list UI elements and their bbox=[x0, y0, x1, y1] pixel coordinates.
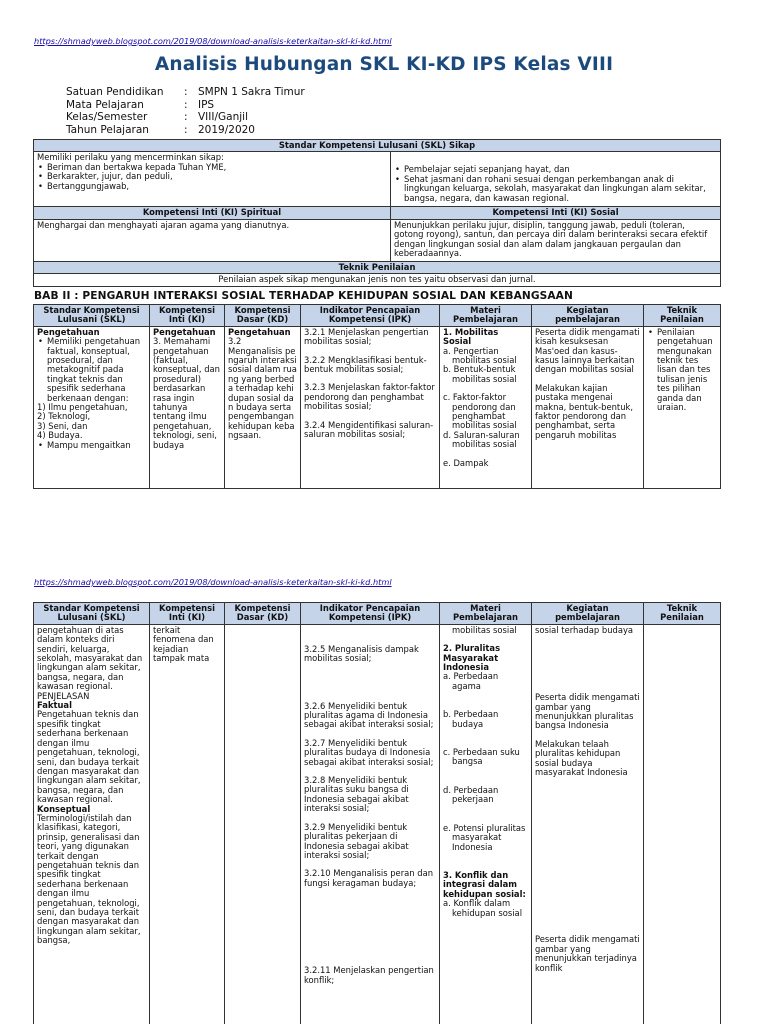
ki-cell: Pengetahuan 3. Memahami pengetahuan (faktual, konseptual, dan prosedural) berdasarkan rasa ingin tahunya tentang ilmu pengetahuan, teknologi, seni, budaya bbox=[150, 326, 225, 488]
teknik-cell bbox=[644, 624, 721, 1024]
ipk-cell: 3.2.5 Menganalisis dampak mobilitas sosial; 3.2.6 Menyelidiki bentuk pluralitas agama di Indonesia sebagai akibat interaksi sosial; 3.2.7 Menyelidiki bentuk pluralitas budaya di Indonesia sebagai akibat interaksi sosial; 3.2.8 Menyelidiki bentuk pluralitas suku bangsa di Indonesia sebagai akibat interaksi sosial; 3.2.9 Menyelidiki bentuk pluralitas pekerjaan di Indonesia sebagai akibat interaksi sosial; 3.2.10 Menganalisis peran dan fungsi keragaman budaya; 3.2.11 Menjelaskan pengertian konflik; bbox=[301, 624, 440, 1024]
col-header-ki: Kompetensi Inti (KI) bbox=[150, 603, 225, 625]
ki-sosial-text: Menunjukkan perilaku jujur, disiplin, tanggung jawab, peduli (toleran, gotong royong), santun, dan percaya diri dalam berinteraksi secara efektif dengan lingkungan sosial dan alam dalam jangkauan pergaulan dan keberadaannya. bbox=[391, 219, 721, 261]
materi-cell: mobilitas sosial 2. Pluralitas Masyarakat Indonesia a. Perbedaan agama b. Perbedaan budaya c. Perbedaan suku bangsa d. Perbedaan pekerjaan e. Potensi pluralitas masyarakat Indonesia 3. Konflik dan integrasi dalam kehidupan sosial: a. Konflik dalam kehidupan sosial bbox=[440, 624, 532, 1024]
list-item: • Bertanggungjawab, bbox=[37, 182, 387, 191]
teknik-cell bbox=[644, 326, 721, 488]
teknik-text: Penilaian aspek sikap mengunakan jenis non tes yaitu observasi dan jurnal. bbox=[34, 274, 721, 286]
kd-cell bbox=[225, 624, 301, 1024]
kd-cell: Pengetahuan 3.2 Menganalisis pengaruh interaksi sosial dalam ruang yang berbeda terhadap kehidupan sosial dan budaya serta pengembangan kehidupan kebangsaan. bbox=[225, 326, 301, 488]
list-item: • Sehat jasmani dan rohani sesuai dengan perkembangan anak di lingkungan keluarga, sekolah, masyarakat dan lingkungan alam sekitar, bangsa, negara, dan kawasan regional. bbox=[394, 175, 717, 203]
page-title: Analisis Hubungan SKL KI-KD IPS Kelas VIII bbox=[154, 54, 614, 75]
list-item: • Pembelajar sejati sepanjang hayat, dan bbox=[394, 165, 717, 174]
info-block bbox=[66, 86, 305, 136]
col-header-ipk: Indikator Pencapaian Kompetensi (IPK) bbox=[301, 305, 440, 327]
col-header-materi: Materi Pembelajaran bbox=[440, 305, 532, 327]
main-table-2 bbox=[33, 602, 721, 1024]
list-item: • Berkarakter, jujur, dan peduli, bbox=[37, 172, 387, 181]
teknik-header: Teknik Penilaian bbox=[34, 261, 721, 273]
kegiatan-cell: sosial terhadap budaya Peserta didik mengamati gambar yang menunjukkan pluralitas bangsa Indonesia Melakukan telaah pluralitas kehidupan sosial budaya masyarakat Indonesia Peserta didik mengamati gambar yang menunjukkan terjadinya konflik bbox=[532, 624, 644, 1024]
col-header-skl: Standar Kompetensi Lulusani (SKL) bbox=[34, 305, 150, 327]
col-header-teknik: Teknik Penilaian bbox=[644, 603, 721, 625]
col-header-skl: Standar Kompetensi Lulusani (SKL) bbox=[34, 603, 150, 625]
col-header-kd: Kompetensi Dasar (KD) bbox=[225, 305, 301, 327]
info-row: Tahun Pelajaran : 2019/2020 bbox=[66, 123, 255, 136]
col-header-teknik: Teknik Penilaian bbox=[644, 305, 721, 327]
source-url-link[interactable]: https://shmadyweb.blogspot.com/2019/08/download-analisis-keterkaitan-skl-ki-kd.html bbox=[34, 36, 392, 46]
info-row: Kelas/Semester : VIII/Ganjil bbox=[66, 111, 248, 124]
skl-cell: Pengetahuan • Memiliki pengetahuan faktual, konseptual, prosedural, dan metakognitif pada tingkat teknis dan spesifik sederhana berkenaan dengan: 1) Ilmu pengetahuan, 2) Teknologi, 3) Seni, dan 4) Budaya. • Mampu mengaitkan bbox=[34, 326, 150, 488]
col-header-ipk: Indikator Pencapaian Kompetensi (IPK) bbox=[301, 603, 440, 625]
col-header-kegiatan: Kegiatan pembelajaran bbox=[532, 603, 644, 625]
chapter-heading: BAB II : PENGARUH INTERAKSI SOSIAL TERHADAP KEHIDUPAN SOSIAL DAN KEBANGSAAN bbox=[34, 290, 573, 302]
sikap-table bbox=[33, 139, 721, 287]
list-item: • Mampu mengaitkan bbox=[37, 441, 146, 450]
list-item: • Memiliki pengetahuan faktual, konseptual, prosedural, dan metakognitif pada tingkat teknis dan spesifik sederhana berkenaan dengan: bbox=[37, 337, 146, 403]
sikap-header: Standar Kompetensi Lulusani (SKL) Sikap bbox=[34, 140, 721, 152]
ki-spiritual-text: Menghargai dan menghayati ajaran agama yang dianutnya. bbox=[34, 219, 391, 261]
list-item: • Beriman dan bertakwa kepada Tuhan YME, bbox=[37, 163, 387, 172]
ipk-cell: 3.2.1 Menjelaskan pengertian mobilitas sosial; 3.2.2 Mengklasifikasi bentuk-bentuk mobilitas sosial; 3.2.3 Menjelaskan faktor-faktor pendorong dan penghambat mobilitas sosial; 3.2.4 Mengidentifikasi saluran-saluran mobilitas sosial; bbox=[301, 326, 440, 488]
ki-spiritual-header: Kompetensi Inti (KI) Spiritual bbox=[34, 207, 391, 219]
info-row: Mata Pelajaran : IPS bbox=[66, 98, 215, 111]
source-url-link-2[interactable]: https://shmadyweb.blogspot.com/2019/08/download-analisis-keterkaitan-skl-ki-kd.html bbox=[34, 577, 392, 587]
kegiatan-cell: Peserta didik mengamati kisah kesuksesan Mas'oed dan kasus-kasus lainnya berkaitan dengan mobilitas sosial Melakukan kajian pustaka mengenai makna, bentuk-bentuk, faktor pendorong dan penghambat, serta pengaruh mobilitas bbox=[532, 326, 644, 488]
main-table-1 bbox=[33, 304, 721, 489]
info-row: Satuan Pendidikan : SMPN 1 Sakra Timur bbox=[66, 86, 305, 98]
sikap-left-cell: Memiliki perilaku yang mencerminkan sikap: • Beriman dan bertakwa kepada Tuhan YME, • Berkarakter, jujur, dan peduli, • Bertanggungjawab, bbox=[34, 152, 391, 207]
list-item: • Penilaian pengetahuan mengunakan teknik tes lisan dan tes tulisan jenis tes pilihan ganda dan uraian. bbox=[647, 328, 717, 413]
ki-sosial-header: Kompetensi Inti (KI) Sosial bbox=[391, 207, 721, 219]
col-header-kd: Kompetensi Dasar (KD) bbox=[225, 603, 301, 625]
materi-cell: 1. Mobilitas Sosial a. Pengertian mobilitas sosial b. Bentuk-bentuk mobilitas sosial c. Faktor-faktor pendorong dan penghambat mobilitas sosial d. Saluran-saluran mobilitas sosial e. Dampak bbox=[440, 326, 532, 488]
sikap-right-cell bbox=[391, 152, 721, 207]
col-header-kegiatan: Kegiatan pembelajaran bbox=[532, 305, 644, 327]
col-header-ki: Kompetensi Inti (KI) bbox=[150, 305, 225, 327]
ki-cell: terkait fenomena dan kejadian tampak mata bbox=[150, 624, 225, 1024]
skl-cell: pengetahuan di atas dalam konteks diri sendiri, keluarga, sekolah, masyarakat dan lingkungan alam sekitar, bangsa, negara, dan kawasan regional. PENJELASAN Faktual Pengetahuan teknis dan spesifik tingkat sederhana berkenaan dengan ilmu pengetahuan, teknologi, seni, dan budaya terkait dengan masyarakat dan lingkungan alam sekitar, bangsa, negara, dan kawasan regional. Konseptual Terminologi/istilah dan klasifikasi, kategori, prinsip, generalisasi dan teori, yang digunakan terkait dengan pengetahuan teknis dan spesifik tingkat sederhana berkenaan dengan ilmu pengetahuan, teknologi, seni, dan budaya terkait dengan masyarakat dan lingkungan alam sekitar, bangsa, bbox=[34, 624, 150, 1024]
col-header-materi: Materi Pembelajaran bbox=[440, 603, 532, 625]
